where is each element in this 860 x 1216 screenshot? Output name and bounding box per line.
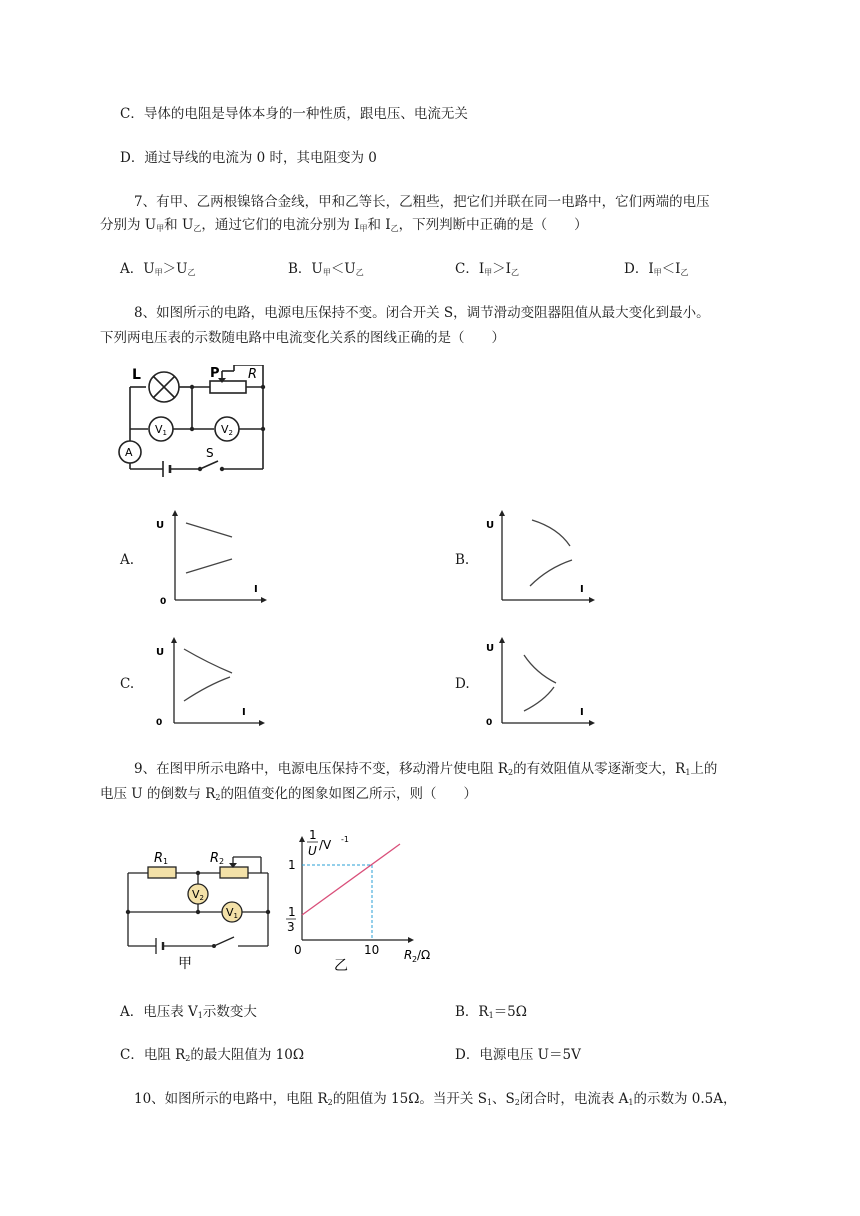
q8-option-c-label: C. — [120, 676, 135, 692]
q9-circuit-diagram — [118, 848, 278, 970]
q7-option-a: A．$U_甲>U_乙$ — [120, 261, 196, 277]
svg-text:1: 1 — [288, 858, 296, 872]
svg-text:U: U — [308, 844, 317, 858]
q8-graph-c — [148, 635, 268, 735]
q6-option-d: D．通过导线的电流为 0 时，其电阻变为 0 — [120, 150, 377, 166]
svg-text:/V: /V — [319, 838, 332, 852]
q9-stem-line1: 9、在图甲所示电路中，电源电压保持不变，移动滑片使电阻 $R_2$的有效阻值从零逐渐变大，$R_1$上的 — [134, 761, 718, 777]
svg-text:R: R — [404, 948, 413, 962]
q8-stem-line2: 下列两电压表的示数随电路中电流变化关系的图线正确的是（ ） — [100, 330, 505, 346]
voltmeter-v2-label: V2 — [221, 423, 233, 437]
q6-option-c: C．导体的电阻是导体本身的一种性质，跟电压、电流无关 — [120, 106, 468, 122]
svg-text:R: R — [154, 851, 164, 866]
circuit-label-p: P — [210, 366, 220, 381]
q10-stem-line1: 10、如图所示的电路中，电阻 $R_2$的阻值为 15Ω。当开关 $S_1$、$S_2$闭合时，电流表 $A_1$的示数为 0.5A， — [134, 1091, 737, 1107]
svg-text:U: U — [156, 520, 165, 531]
q9-option-d: D．电源电压 U＝5V — [455, 1047, 581, 1063]
q9-graph — [282, 826, 442, 976]
svg-text:0: 0 — [486, 718, 493, 728]
q9-option-a: A．电压表 $V_1$示数变大 — [120, 1004, 257, 1020]
q7-stem-line2: 分别为 $U_甲$和 $U_乙$，通过它们的电流分别为 $I_甲$和 $I_乙$，下列判断中正确的是（ ） — [100, 217, 588, 233]
svg-text:U: U — [156, 647, 165, 658]
circuit-label-r: R — [248, 367, 258, 382]
graph-caption: 乙 — [334, 958, 348, 974]
svg-text:0: 0 — [294, 943, 302, 957]
q8-stem-line1: 8、如图所示的电路，电源电压保持不变。闭合开关 S，调节滑动变阻器阻值从最大变化到最小。 — [134, 305, 710, 321]
q8-graph-a — [150, 508, 270, 608]
svg-text:1: 1 — [309, 828, 317, 842]
q7-stem-line1: 7、有甲、乙两根镍铬合金线，甲和乙等长，乙粗些，把它们并联在同一电路中，它们两端的电压 — [134, 194, 710, 210]
svg-text:I: I — [580, 707, 584, 718]
svg-text:/Ω: /Ω — [417, 948, 431, 962]
q8-option-a-label: A. — [120, 552, 135, 568]
q8-option-b-label: B. — [455, 552, 470, 568]
q7-option-d: D．$I_甲<I_乙$ — [624, 261, 689, 277]
q8-graph-d — [478, 635, 598, 735]
svg-text:2: 2 — [412, 955, 418, 964]
q8-graph-b — [478, 508, 598, 608]
svg-text:1: 1 — [163, 857, 169, 866]
circuit-label-l: L — [132, 367, 141, 383]
svg-text:U: U — [486, 643, 495, 654]
voltmeter-v1-label: V1 — [155, 423, 167, 437]
svg-text:I: I — [242, 707, 246, 718]
ammeter-label: A — [125, 446, 133, 459]
svg-text:R: R — [210, 851, 220, 866]
svg-text:1: 1 — [288, 905, 296, 919]
q7-option-b: B．$U_甲<U_乙$ — [288, 261, 364, 277]
voltmeter-v1-label: V1 — [226, 906, 238, 920]
svg-text:I: I — [254, 584, 258, 595]
svg-text:I: I — [580, 584, 584, 595]
svg-text:10: 10 — [364, 943, 380, 957]
svg-text:-1: -1 — [341, 835, 349, 844]
voltmeter-v2-label: V2 — [192, 888, 204, 902]
q8-option-d-label: D. — [455, 676, 470, 692]
svg-text:3: 3 — [287, 920, 295, 934]
svg-text:0: 0 — [160, 597, 167, 607]
q9-option-b: B．$R_1=5\Omega$ — [455, 1004, 527, 1020]
q9-stem-line2: 电压 U 的倒数与 $R_2$的阻值变化的图象如图乙所示，则（ ） — [100, 786, 478, 802]
q8-circuit-diagram — [118, 365, 278, 480]
circuit-caption: 甲 — [178, 956, 192, 970]
switch-label-s: S — [206, 446, 214, 460]
svg-text:0: 0 — [156, 718, 163, 728]
q7-option-c: C．$I_甲>I_乙$ — [455, 261, 520, 277]
q9-option-c: C．电阻 $R_2$的最大阻值为 10Ω — [120, 1047, 305, 1063]
svg-text:2: 2 — [219, 857, 225, 866]
svg-text:U: U — [486, 520, 495, 531]
